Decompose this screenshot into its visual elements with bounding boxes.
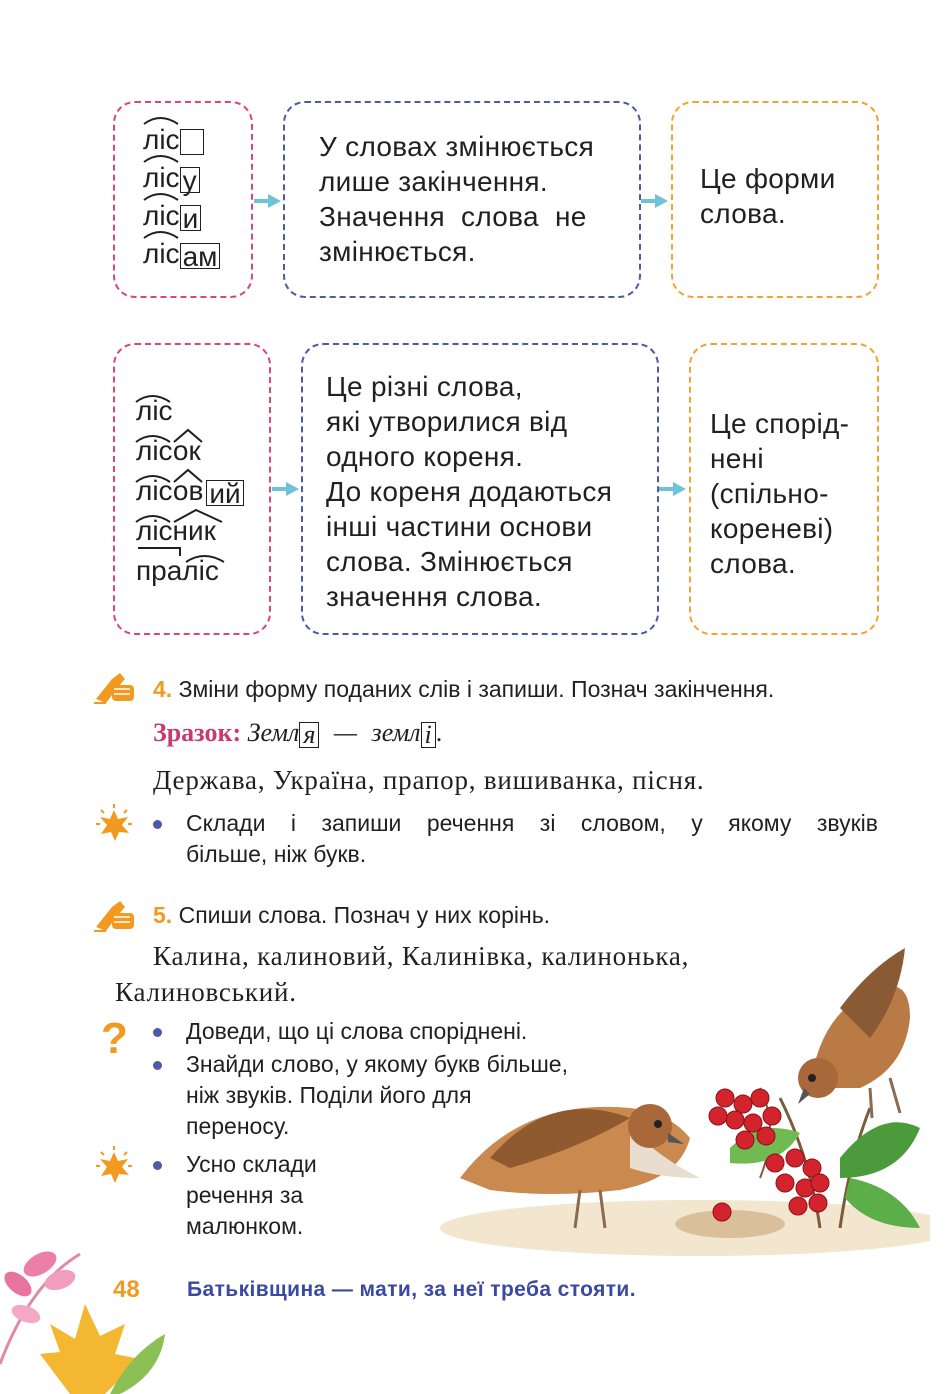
autumn-leaves-illustration	[0, 1244, 170, 1394]
write-hand-icon	[92, 897, 136, 933]
arrow-right-icon	[641, 192, 669, 210]
forms-explanation-text: У словах змінюється лише закінчення. Значення слова не змінюється.	[319, 131, 595, 267]
page-number: 48	[113, 1276, 140, 1303]
task5-q3: Усно склади речення за малюнком.	[186, 1151, 317, 1239]
task4-instruction: 4. Зміни форму поданих слів і запиши. Познач закінчення.	[153, 676, 775, 702]
word-lis-1: ліс у	[143, 163, 200, 193]
arrow-right-icon	[659, 480, 687, 498]
forms-conclusion-text: Це форми слова.	[700, 163, 836, 229]
question-mark-icon: ?	[101, 1014, 128, 1063]
word-lis-0: ліс	[143, 125, 204, 155]
ending-box: ам	[180, 243, 221, 269]
arrow-right-icon	[254, 192, 282, 210]
cognate-word-1: лісок	[136, 435, 201, 466]
sparrow-illustration	[400, 928, 930, 1258]
star-burst-icon	[94, 1146, 134, 1186]
word-lis-2: ліс и	[143, 201, 201, 231]
star-burst-icon	[94, 804, 134, 844]
cognate-word-3: лісник	[136, 515, 216, 546]
bullet-dot	[153, 1061, 162, 1070]
write-hand-icon	[92, 669, 136, 705]
bullet-dot	[153, 1161, 162, 1170]
ending-box: и	[180, 205, 202, 231]
ending-box: ий	[206, 480, 243, 506]
task5-q1: Доведи, що ці слова споріднені.	[186, 1018, 528, 1044]
bullet-dot	[153, 1028, 162, 1037]
word-lis-3: ліс ам	[143, 239, 220, 269]
task5-q2: Знайди слово, у якому букв більше, ніж звуків. Поділи його для переносу.	[186, 1051, 568, 1139]
cognate-word-0: ліс	[136, 395, 173, 426]
arrow-right-icon	[272, 480, 300, 498]
bullet-dot	[153, 820, 162, 829]
task5-instruction: 5. Спиши слова. Познач у них корінь.	[153, 902, 551, 928]
cognate-word-4: праліс	[136, 555, 219, 586]
task5-words: Калина, калиновий, Калинівка, калинонька, Калиновський.	[115, 941, 690, 1007]
cognates-conclusion-text: Це спорід- нені (спільно- кореневі) слова.	[710, 408, 850, 579]
ending-box: у	[180, 167, 200, 193]
ending-box	[180, 129, 204, 155]
cognate-word-2: лісов ий	[136, 476, 244, 506]
footer-proverb: Батьківщина — мати, за неї треба стояти.	[187, 1278, 636, 1301]
task4-sample: Зразок: Земл я — земл і .	[153, 718, 443, 750]
cognates-explanation-text: Це різні слова, які утворилися від одного кореня. До кореня додаються інші частини основи слова. Змінюється значення слова.	[326, 371, 613, 612]
task4-words: Держава, Україна, прапор, вишиванка, пісня.	[153, 765, 705, 795]
task4-extra: Склади і запиши речення зі словом, у якому звуків більше, ніж букв.	[186, 810, 878, 867]
